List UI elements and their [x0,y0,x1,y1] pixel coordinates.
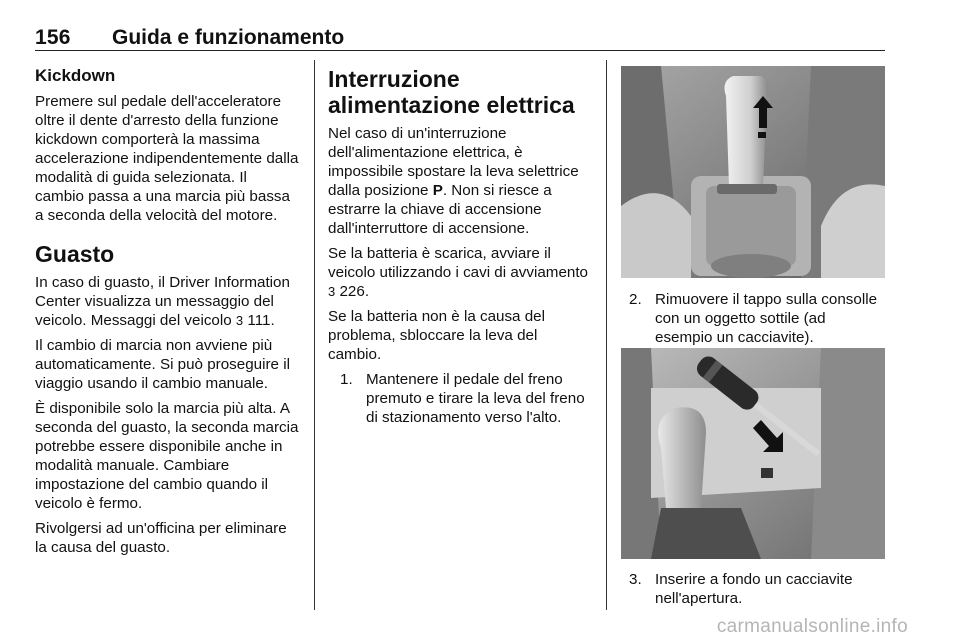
step-1-number: 1. [340,371,353,388]
step-1-text: Mantenere il pedale del freno premuto e tirare la leva del freno di stazionamento verso l'alto. [366,371,585,426]
guasto-paragraph-1: In caso di guasto, il Driver Information Center visualizza un messaggio del veicolo. Messaggi del veicolo 3 111. [35,274,290,329]
kickdown-text: Premere sul pedale dell'acceleratore oltre il dente d'arresto della funzione kickdown comporterà la massima accelerazione indipendentemente dalla modalità di guida selezionata. Il cambio passa a una marcia più bassa a seconda della velocità del motore. [35,93,299,224]
guasto-paragraph-2: Il cambio di marcia non avviene più automaticamente. Si può proseguire il viaggio usando il cambio manuale. [35,337,290,392]
header-rule [35,50,885,51]
screwdriver-illustration [621,348,885,559]
page-ref-icon: 3 [235,313,244,328]
step-2 [621,290,885,347]
column-divider-right [606,60,607,610]
watermark: carmanualsonline.info [716,616,908,637]
middle-paragraph-3: Se la batteria non è la causa del problema, sbloccare la leva del cambio. [328,308,545,363]
left-column [35,66,300,563]
kickdown-heading: Kickdown [35,66,116,85]
gear-selector-photo [621,66,885,278]
power-interruption-heading: Interruzione alimentazione elettrica [328,66,575,118]
middle-column [328,66,590,427]
guasto-paragraph-4: Rivolgersi ad un'officina per eliminare la causa del guasto. [35,520,287,556]
guasto-paragraph-3: È disponibile solo la marcia più alta. A seconda del guasto, la seconda marcia potrebbe essere disponibile anche in modalità manuale. Cambiare impostazione del cambio quando il veicolo è fermo. [35,400,299,512]
section-title: Guida e funzionamento [112,26,345,49]
page-ref-111[interactable]: 111 [247,312,271,329]
step-2-text: Rimuovere il tappo sulla consolle con un oggetto sottile (ad esempio un cacciavite). [655,291,878,346]
step-2-number: 2. [629,291,642,308]
page-ref-226[interactable]: 226 [339,283,365,300]
step-1 [340,370,590,427]
page-number: 156 [35,26,71,49]
screwdriver-photo [621,348,885,559]
column-divider-left [314,60,315,610]
page-ref-icon: 3 [328,284,336,299]
step-3-number: 3. [629,571,642,588]
guasto-heading: Guasto [35,241,115,267]
middle-paragraph-2: Se la batteria è scarica, avviare il veicolo utilizzando i cavi di avviamento 3 226. [328,245,589,300]
gear-selector-illustration [621,66,885,278]
middle-paragraph-1: Nel caso di un'interruzione dell'alimentazione elettrica, è impossibile spostare la leva selettrice dalla posizione P. Non si riesce a estrarre la chiave di accensione dall'interruttore di accensione. [328,125,579,237]
step-3 [621,570,885,608]
step-3-text: Inserire a fondo un cacciavite nell'apertura. [655,571,853,607]
